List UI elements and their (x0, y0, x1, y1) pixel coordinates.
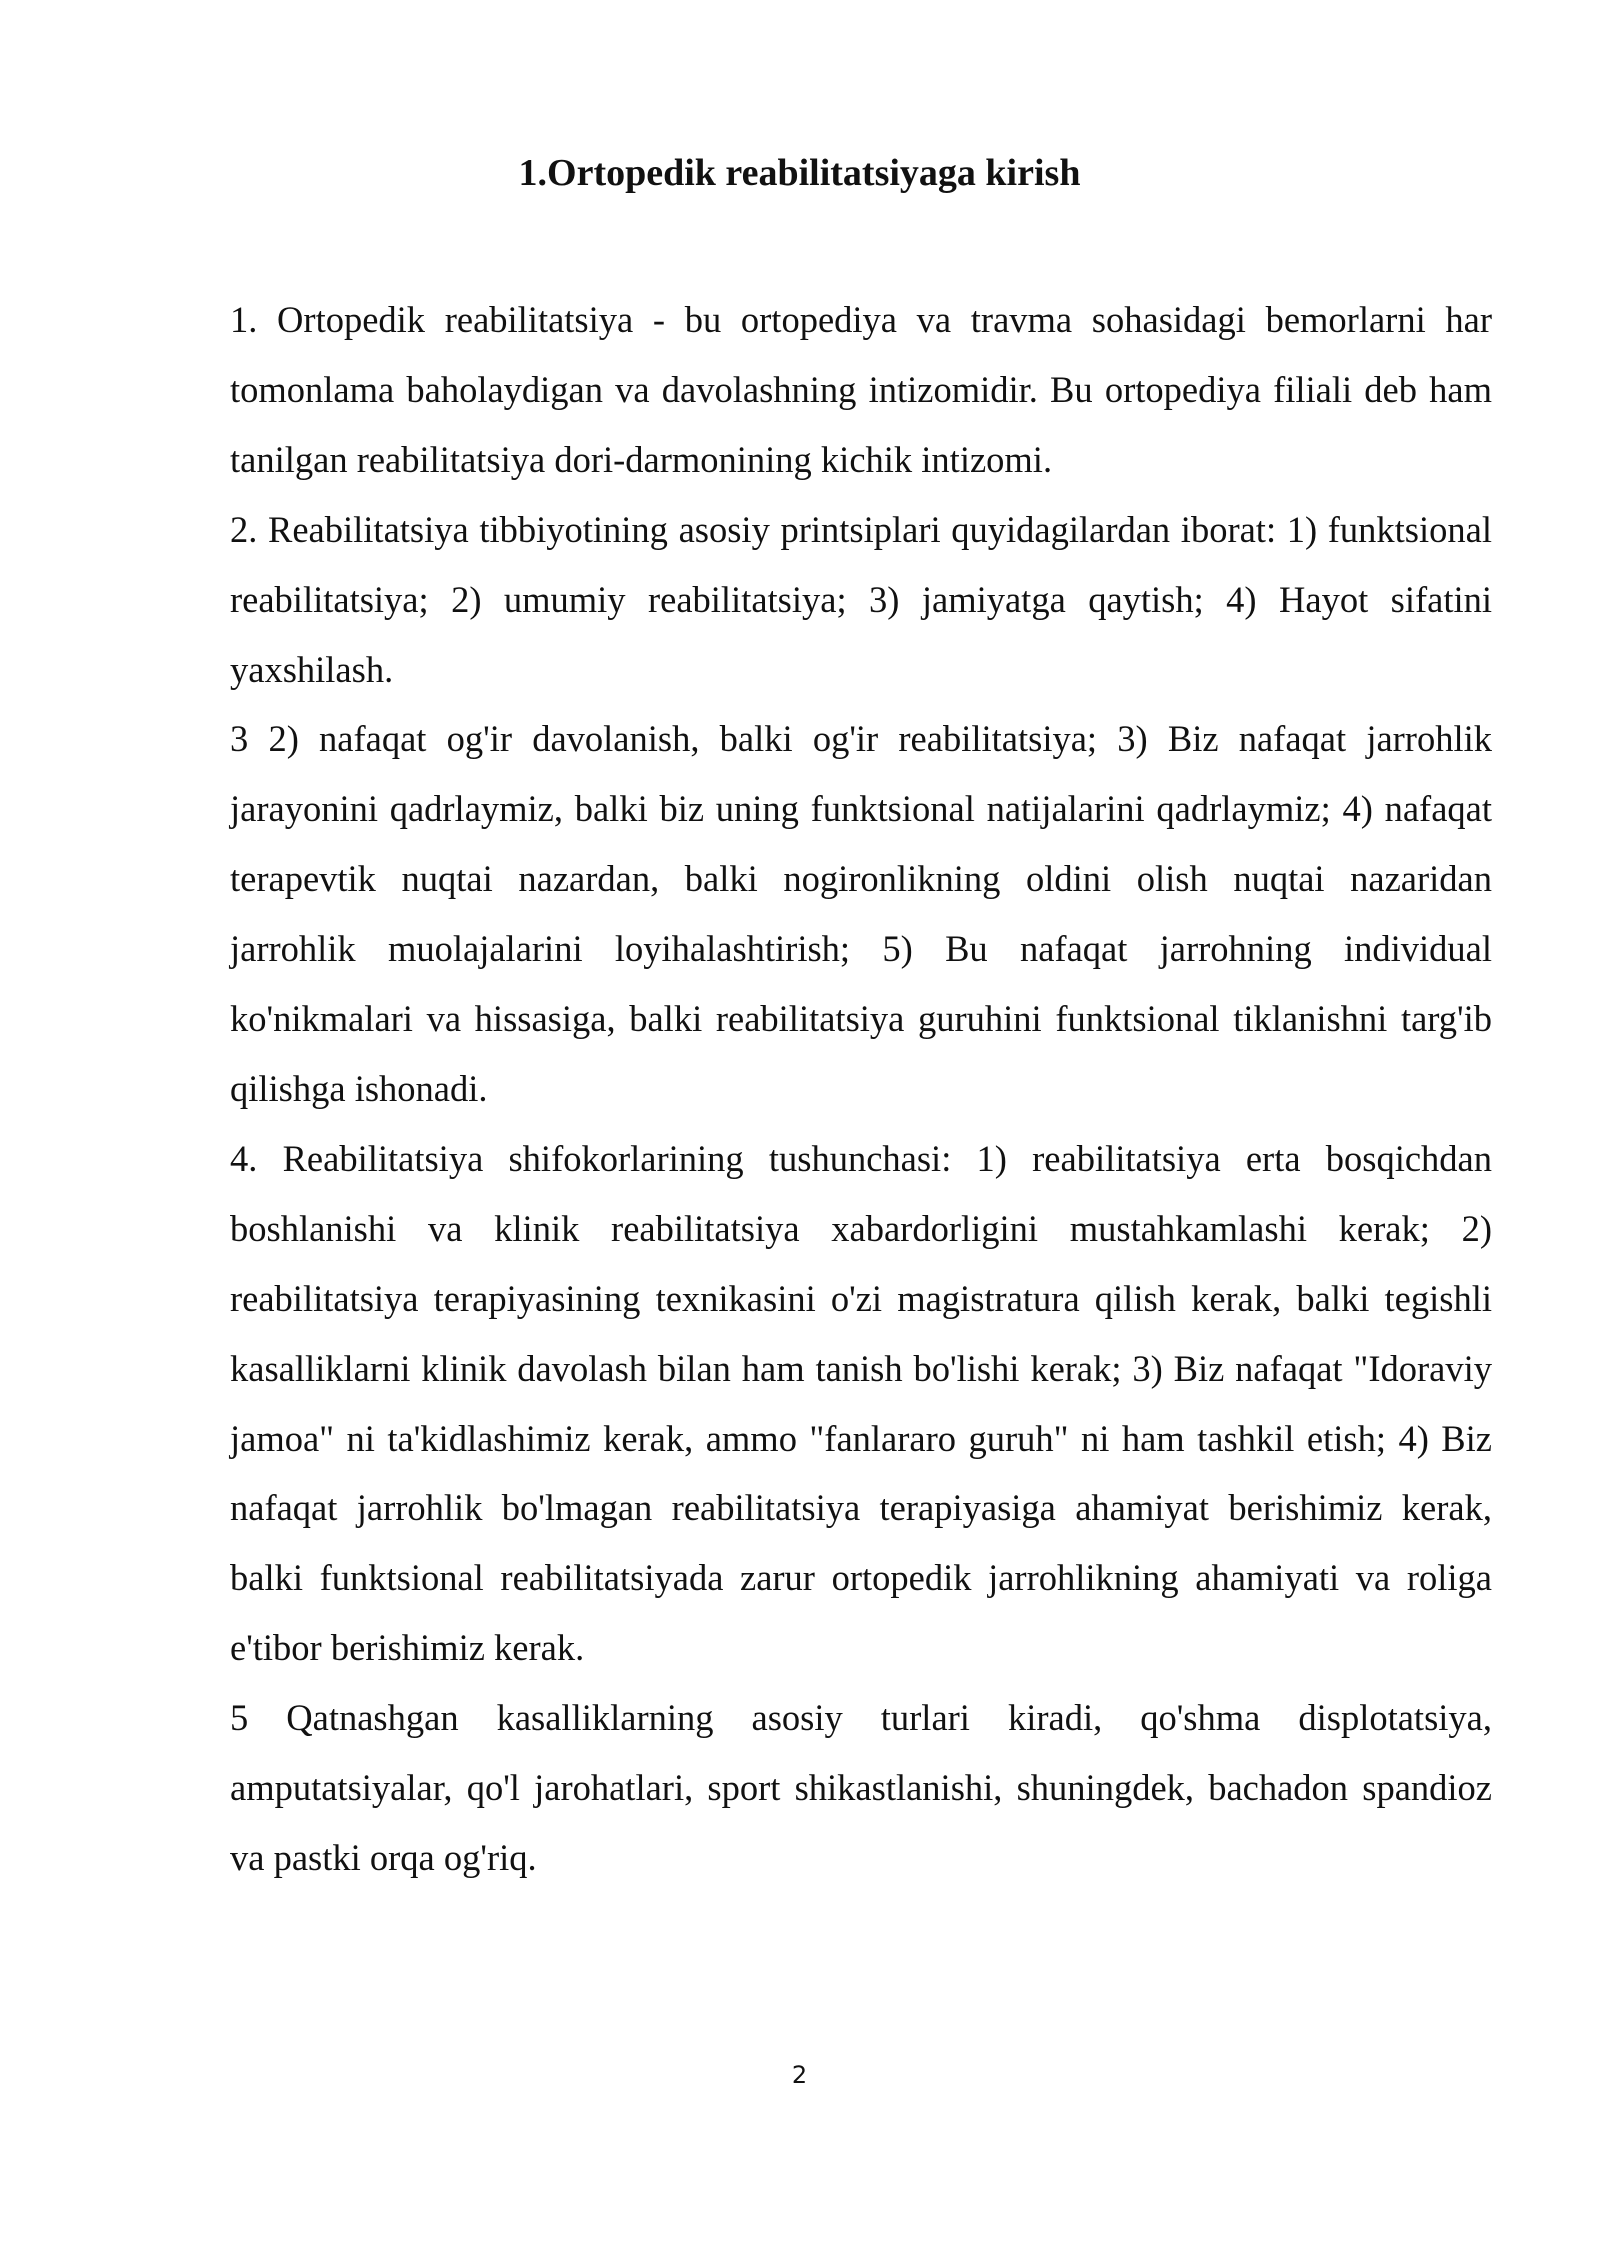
document-body (230, 285, 1492, 1893)
paragraph-3: 3 2) nafaqat og'ir davolanish, balki og'ir reabilitatsiya; 3) Biz nafaqat jarrohlik jarayonini qadrlaymiz, balki biz uning funktsional natijalarini qadrlaymiz; 4) nafaqat terapevtik nuqtai nazardan, balki nogironlikning oldini olish nuqtai nazaridan jarrohlik muolajalarini loyihalashtirish; 5) Bu nafaqat jarrohning individual ko'nikmalari va hissasiga, balki reabilitatsiya guruhini funktsional tiklanishni targ'ib qilishga ishonadi. (230, 718, 1492, 1109)
paragraph-5: 5 Qatnashgan kasalliklarning asosiy turlari kiradi, qo'shma displotatsiya, amputatsiyalar, qo'l jarohatlari, sport shikastlanishi, shuningdek, bachadon spandioz va pastki orqa og'riq. (230, 1697, 1492, 1878)
page-number-text: 2 (791, 2061, 808, 2089)
paragraph-1: 1. Ortopedik reabilitatsiya - bu ortopediya va travma sohasidagi bemorlarni har tomonlama baholaydigan va davolashning intizomidir. Bu ortopediya filiali deb ham tanilgan reabilitatsiya dori-darmonining kichik intizomi. (230, 299, 1492, 480)
paragraph-4: 4. Reabilitatsiya shifokorlarining tushunchasi: 1) reabilitatsiya erta bosqichdan boshlanishi va klinik reabilitatsiya xabardorligini mustahkamlashi kerak; 2) reabilitatsiya terapiyasining texnikasini o'zi magistratura qilish kerak, balki tegishli kasalliklarni klinik davolash bilan ham tanish bo'lishi kerak; 3) Biz nafaqat "Idoraviy jamoa" ni ta'kidlashimiz kerak, ammo "fanlararo guruh" ni ham tashkil etish; 4) Biz nafaqat jarrohlik bo'lmagan reabilitatsiya terapiyasiga ahamiyat berishimiz kerak, balki funktsional reabilitatsiyada zarur ortopedik jarrohlikning ahamiyati va roliga e'tibor berishimiz kerak. (230, 1137, 1492, 1669)
page-title (0, 148, 1600, 198)
page-title-text: 1.Ortopedik reabilitatsiyaga kirish (518, 152, 1081, 194)
page-number (0, 2060, 1600, 2090)
paragraph-2: 2. Reabilitatsiya tibbiyotining asosiy printsiplari quyidagilardan iborat: 1) funktsional reabilitatsiya; 2) umumiy reabilitatsiya; 3) jamiyatga qaytish; 4) Hayot sifatini yaxshilash. (230, 508, 1492, 690)
